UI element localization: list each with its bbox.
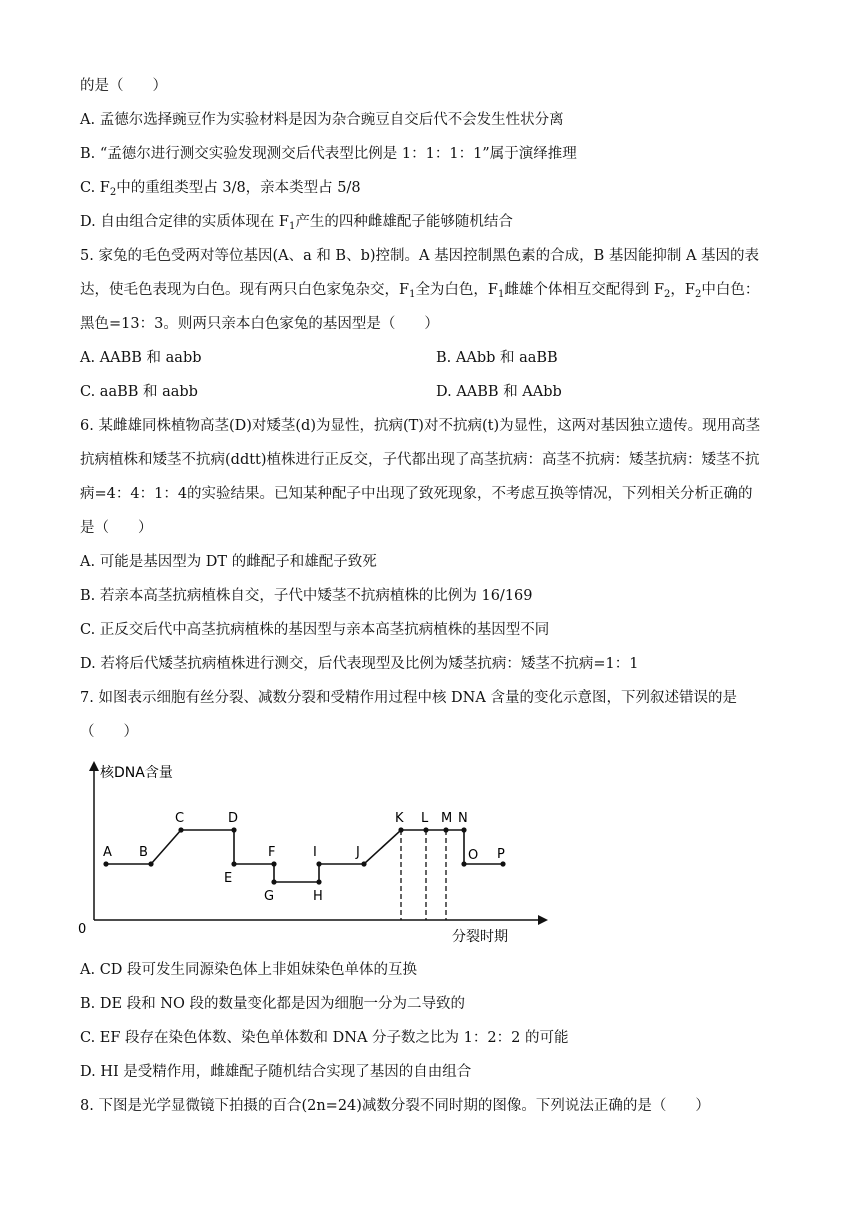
q5-stem-line2: 达，使毛色表现为白色。现有两只白色家兔杂交，$F_1$全为白色，$F_1$雌雄个体相互交配得到 $F_2$，$F_2$中白色： — [80, 282, 760, 300]
q7-option-c: C. EF 段存在染色体数、染色单体数和 DNA 分子数之比为 1：2：2 的可能 — [80, 1030, 569, 1046]
point-j — [361, 861, 366, 866]
q6-option-d: D. 若将后代矮茎抗病植株进行测交，后代表现型及比例为矮茎抗病：矮茎不抗病=1：1 — [80, 656, 639, 672]
q7-stem-line2: （ ） — [80, 724, 138, 740]
point-label-m: M — [441, 811, 453, 826]
point-label-h: H — [313, 889, 323, 904]
point-label-k: K — [395, 811, 404, 826]
q4-option-d: D. 自由组合定律的实质体现在 $F_1$产生的四种雌雄配子能够随机结合 — [80, 214, 513, 232]
point-n — [461, 827, 466, 832]
q5-option-d: D. AABB 和 AAbb — [436, 384, 562, 400]
q6-stem-line1: 6. 某雌雄同株植物高茎(D)对矮茎(d)为显性，抗病(T)对不抗病(t)为显性，这两对基因独立遗传。现用高茎 — [80, 418, 761, 434]
q5-stem-line3: 黑色=13：3。则两只亲本白色家兔的基因型是（ ） — [80, 316, 439, 332]
point-labels — [103, 811, 505, 904]
dashed-lines — [401, 830, 446, 920]
point-label-d: D — [228, 811, 239, 826]
point-label-l: L — [421, 811, 429, 826]
q6-stem-line2: 抗病植株和矮茎不抗病(ddtt)植株进行正反交，子代都出现了高茎抗病：高茎不抗病：矮茎抗病：矮茎不抗 — [80, 452, 760, 468]
point-d — [231, 827, 236, 832]
q8-stem-line1: 8. 下图是光学显微镜下拍摄的百合(2n=24)减数分裂不同时期的图像。下列说法正确的是（ ） — [80, 1098, 710, 1114]
point-e — [231, 861, 236, 866]
point-label-n: N — [458, 811, 468, 826]
q4-option-a: A. 孟德尔选择豌豆作为实验材料是因为杂合豌豆自交后代不会发生性状分离 — [80, 112, 564, 128]
x-axis-label: 分裂时期 — [452, 929, 508, 945]
point-label-g: G — [264, 889, 275, 904]
point-a — [103, 861, 108, 866]
point-p — [500, 861, 505, 866]
point-label-j: J — [356, 845, 360, 860]
q5-option-a: A. AABB 和 aabb — [80, 350, 202, 366]
data-points — [103, 827, 505, 884]
q5-option-b: B. AAbb 和 aaBB — [436, 350, 558, 366]
point-m — [443, 827, 448, 832]
origin-label: 0 — [78, 922, 87, 937]
q7-option-b: B. DE 段和 NO 段的数量变化都是因为细胞一分为二导致的 — [80, 996, 465, 1012]
point-b — [148, 861, 153, 866]
q6-option-c: C. 正反交后代中高茎抗病植株的基因型与亲本高茎抗病植株的基因型不同 — [80, 622, 550, 638]
point-label-p: P — [497, 847, 505, 862]
q6-option-a: A. 可能是基因型为 DT 的雌配子和雄配子致死 — [80, 554, 377, 570]
q4-tail: 的是（ ） — [80, 78, 167, 94]
point-c — [178, 827, 183, 832]
point-label-f: F — [268, 845, 276, 860]
point-label-a: A — [103, 845, 112, 860]
q4-option-c: C. $F_2$中的重组类型占 3/8，亲本类型占 5/8 — [80, 180, 361, 198]
point-l — [423, 827, 428, 832]
y-axis-label: 核DNA含量 — [100, 765, 173, 781]
point-o — [461, 861, 466, 866]
point-i — [316, 861, 321, 866]
point-k — [398, 827, 403, 832]
dna-line — [106, 830, 503, 882]
q5-option-c: C. aaBB 和 aabb — [80, 384, 198, 400]
point-label-i: I — [313, 845, 317, 860]
dna-content-chart — [70, 755, 560, 950]
q6-option-b: B. 若亲本高茎抗病植株自交，子代中矮茎不抗病植株的比例为 16/169 — [80, 588, 533, 604]
point-label-e: E — [224, 871, 233, 886]
q4-option-b: B. “孟德尔进行测交实验发现测交后代表型比例是 1：1：1：1”属于演绎推理 — [80, 146, 577, 162]
point-f — [271, 861, 276, 866]
point-g — [271, 879, 276, 884]
point-label-b: B — [139, 845, 148, 860]
point-label-c: C — [175, 811, 185, 826]
q6-stem-line4: 是（ ） — [80, 520, 153, 536]
q5-stem-line1: 5. 家兔的毛色受两对等位基因(A、a 和 B、b)控制。A 基因控制黑色素的合成，B 基因能抑制 A 基因的表 — [80, 248, 760, 264]
q6-stem-line3: 病=4：4：1：4的实验结果。已知某种配子中出现了致死现象，不考虑互换等情况，下列相关分析正确的 — [80, 486, 753, 502]
q7-stem-line1: 7. 如图表示细胞有丝分裂、减数分裂和受精作用过程中核 DNA 含量的变化示意图，下列叙述错误的是 — [80, 690, 737, 706]
q7-option-a: A. CD 段可发生同源染色体上非姐妹染色单体的互换 — [80, 962, 418, 978]
q7-option-d: D. HI 是受精作用，雌雄配子随机结合实现了基因的自由组合 — [80, 1064, 472, 1080]
point-label-o: O — [468, 848, 479, 863]
dna-series — [106, 830, 503, 882]
point-h — [316, 879, 321, 884]
